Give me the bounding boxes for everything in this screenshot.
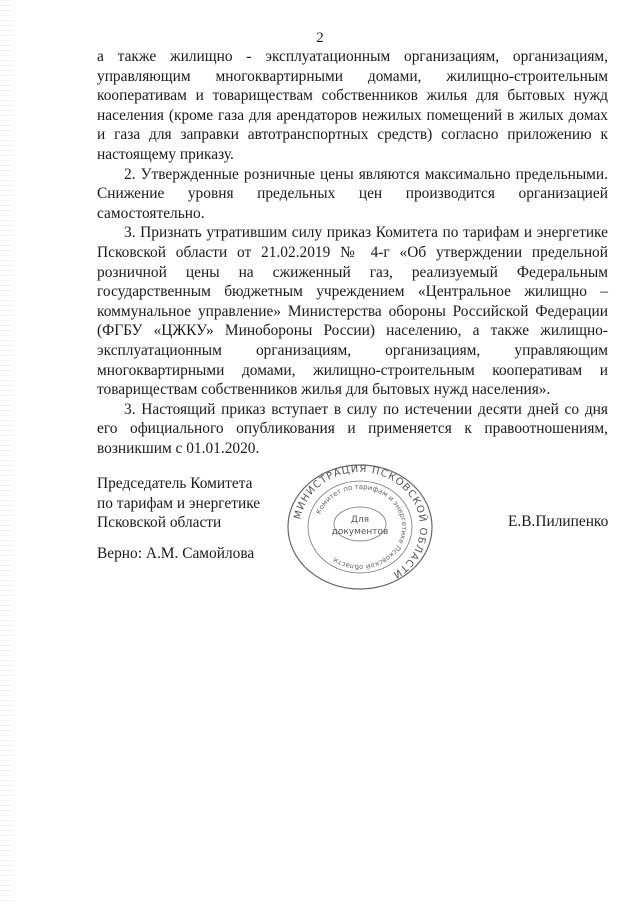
stamp-seal bbox=[280, 462, 440, 592]
svg-text:документов: документов bbox=[331, 527, 389, 537]
svg-text:Комитет по тарифам и энергетик: Комитет по тарифам и энергетике Псковской области bbox=[314, 482, 409, 572]
verified-by: Верно: А.М. Самойлова bbox=[97, 545, 255, 562]
scan-edge-artifact bbox=[0, 0, 14, 905]
signer-title bbox=[97, 474, 297, 533]
svg-text:Для: Для bbox=[350, 515, 370, 525]
paragraph-4: 3. Настоящий приказ вступает в силу по истечении десяти дней со дня его официального опубликования и применяется к правоотношениям, возникшим с 01.01.2020. bbox=[97, 400, 608, 457]
paragraph-3: 3. Признать утратившим силу приказ Комитета по тарифам и энергетике Псковской области от 21.02.2019 № 4-г «Об утверждении предельной розничной цены на сжиженный газ, реализуемый Федеральным государственным бюджетным учреждением «Центральное жилищно – коммунальное управление» Министерства обороны Российской Федерации (ФГБУ «ЦЖКУ» Минобороны России) населению, а также жилищно-эксплуатационным организациям, организациям, управляющим многоквартирными домами, жилищно-строительным кооперативам и товариществам собственников жилья для бытовых нужд населения». bbox=[97, 224, 608, 399]
signer-title-line-2: по тарифам и энергетике bbox=[97, 494, 261, 512]
paragraph-2: 2. Утвержденные розничные цены являются максимально предельными. Снижение уровня предельных цен производится организацией самостоятельно. bbox=[97, 165, 608, 222]
signer-title-line-1: Председатель Комитета bbox=[97, 475, 253, 492]
paragraph-1-continuation: а также жилищно - эксплуатационным организациям, организациям, управляющим многоквартирными домами, жилищно-строительным кооперативам и товариществам собственников жилья для бытовых нужд населения (кроме газа для арендаторов нежилых помещений в жилых домах и газа для заправки автотранспортных средств) согласно приложению к настоящему приказу. bbox=[97, 48, 608, 163]
signer-title-line-3: Псковской области bbox=[97, 514, 222, 532]
official-stamp bbox=[280, 462, 440, 592]
page-number: 2 bbox=[316, 30, 324, 46]
svg-text:МИНИСТРАЦИЯ ПСКОВСКОЙ ОБЛАСТИ: МИНИСТРАЦИЯ ПСКОВСКОЙ ОБЛАСТИ bbox=[292, 463, 429, 581]
document-body bbox=[97, 47, 608, 458]
signer-name: Е.В.Пилипенко bbox=[508, 513, 609, 530]
